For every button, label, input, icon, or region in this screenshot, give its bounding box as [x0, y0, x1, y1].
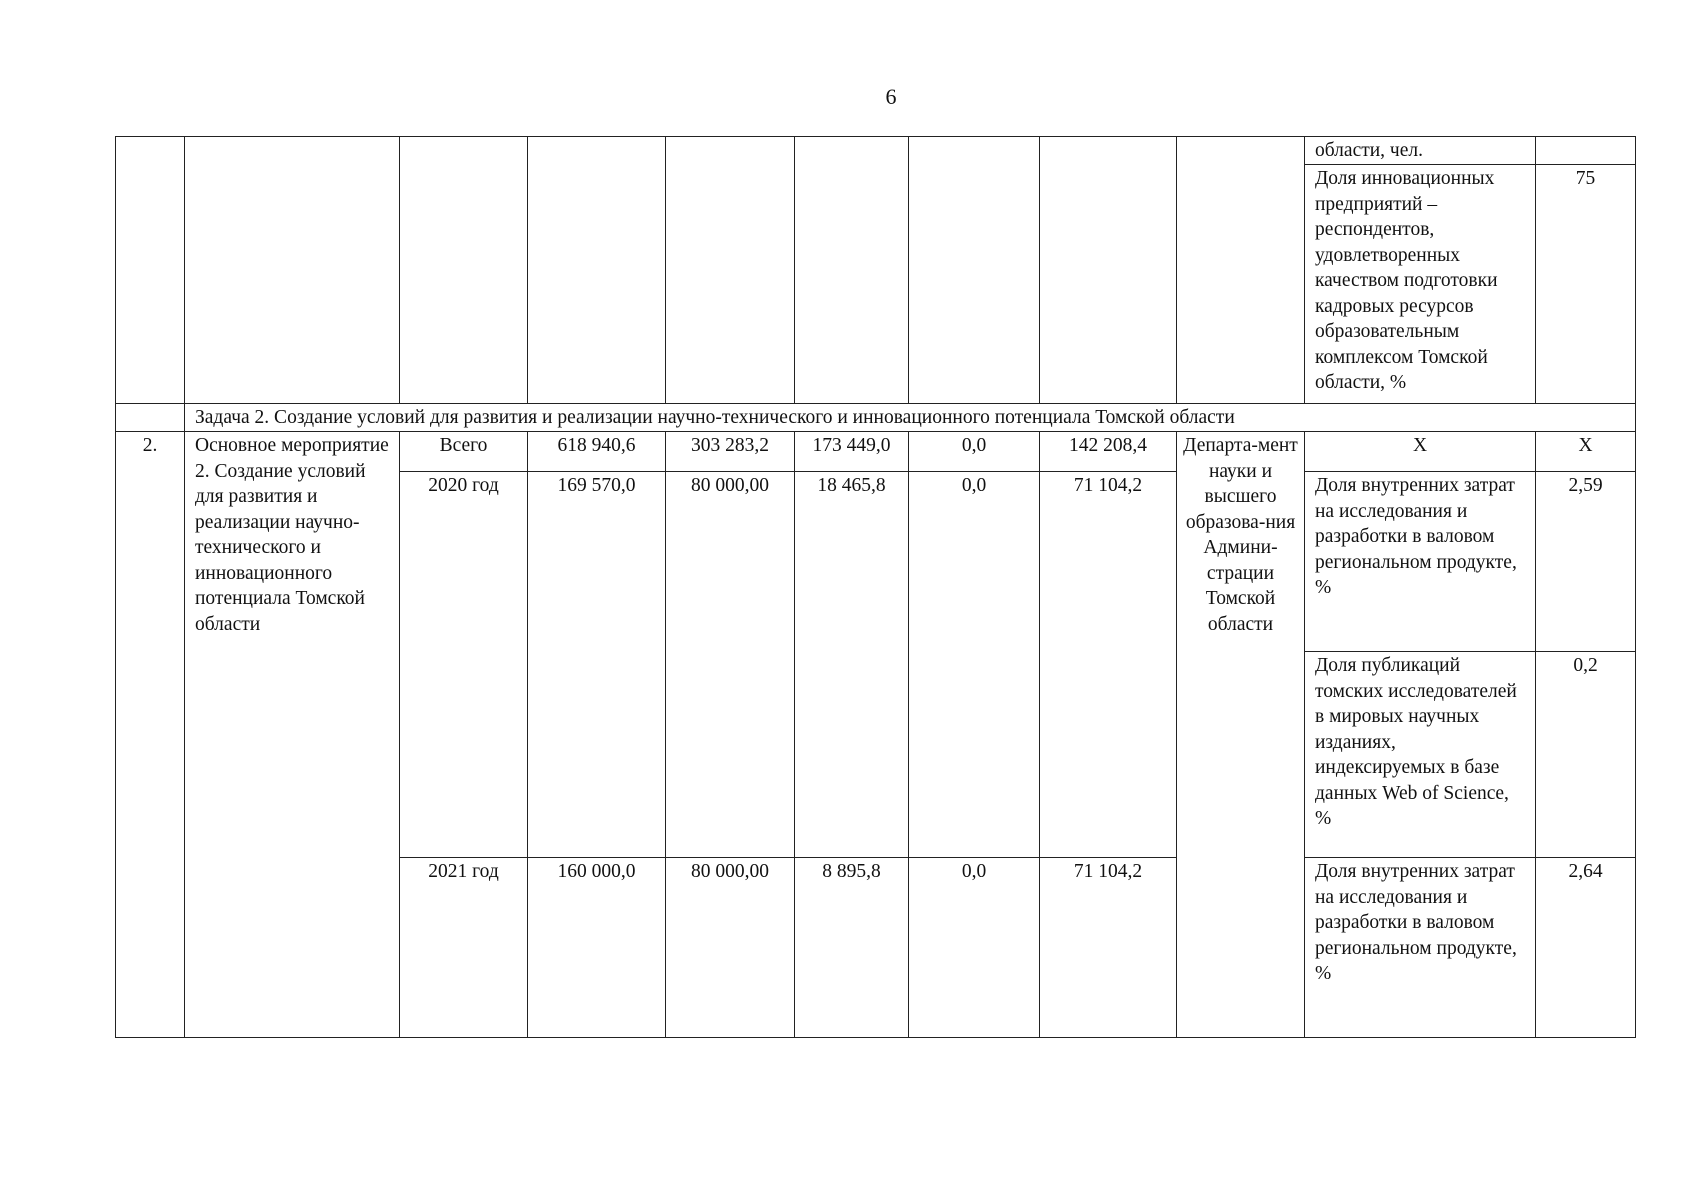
indicator-value: Х: [1536, 432, 1636, 472]
empty-cell: [909, 137, 1040, 404]
amount-federal: 303 283,2: [666, 432, 795, 472]
amount-local: 0,0: [909, 472, 1040, 858]
continuation-row: [116, 137, 1636, 165]
empty-cell: [116, 137, 185, 404]
amount-extrabudget: 142 208,4: [1040, 432, 1177, 472]
amount-regional: 8 895,8: [795, 858, 909, 1038]
period-cell: Всего: [400, 432, 528, 472]
indicator-name: Доля инновационных предприятий – респондентов, удовлетворенных качеством подготовки кадровых ресурсов образовательным комплексом Томской области, %: [1305, 165, 1536, 404]
amount-extrabudget: 71 104,2: [1040, 858, 1177, 1038]
amount-local: 0,0: [909, 432, 1040, 472]
period-cell: 2020 год: [400, 472, 528, 858]
amount-total: 618 940,6: [528, 432, 666, 472]
empty-cell: [400, 137, 528, 404]
indicator-value: 2,59: [1536, 472, 1636, 652]
task-row: [116, 404, 1636, 432]
amount-federal: 80 000,00: [666, 858, 795, 1038]
indicator-name: Х: [1305, 432, 1536, 472]
indicator-value: 75: [1536, 165, 1636, 404]
page-number: 6: [885, 84, 897, 109]
empty-cell: [1177, 137, 1305, 404]
empty-cell: [116, 404, 185, 432]
empty-cell: [795, 137, 909, 404]
amount-extrabudget: 71 104,2: [1040, 472, 1177, 858]
measure-total-row: [116, 432, 1636, 472]
measure-number: 2.: [116, 432, 185, 1038]
empty-cell: [666, 137, 795, 404]
empty-cell: [528, 137, 666, 404]
empty-cell: [1536, 137, 1636, 165]
period-cell: 2021 год: [400, 858, 528, 1038]
indicator-name: Доля внутренних затрат на исследования и разработки в валовом региональном продукте, %: [1305, 858, 1536, 1038]
amount-federal: 80 000,00: [666, 472, 795, 858]
measure-name: Основное мероприятие 2. Создание условий для развития и реализации научно-технического и инновационного потенциала Томской области: [185, 432, 400, 1038]
responsible-department: Департа-мент науки и высшего образова-ния Админи-страции Томской области: [1177, 432, 1305, 1038]
indicator-value: 2,64: [1536, 858, 1636, 1038]
indicator-value: 0,2: [1536, 652, 1636, 858]
indicator-name: Доля внутренних затрат на исследования и разработки в валовом региональном продукте, %: [1305, 472, 1536, 652]
amount-local: 0,0: [909, 858, 1040, 1038]
program-measures-table: [115, 136, 1636, 1038]
amount-regional: 173 449,0: [795, 432, 909, 472]
indicator-name: Доля публикаций томских исследователей в мировых научных изданиях, индексируемых в базе данных Web of Science, %: [1305, 652, 1536, 858]
empty-cell: [185, 137, 400, 404]
empty-cell: [1040, 137, 1177, 404]
amount-total: 160 000,0: [528, 858, 666, 1038]
amount-total: 169 570,0: [528, 472, 666, 858]
indicator-name: области, чел.: [1305, 137, 1536, 165]
amount-regional: 18 465,8: [795, 472, 909, 858]
task-title: Задача 2. Создание условий для развития и реализации научно-технического и инновационного потенциала Томской области: [185, 404, 1636, 432]
